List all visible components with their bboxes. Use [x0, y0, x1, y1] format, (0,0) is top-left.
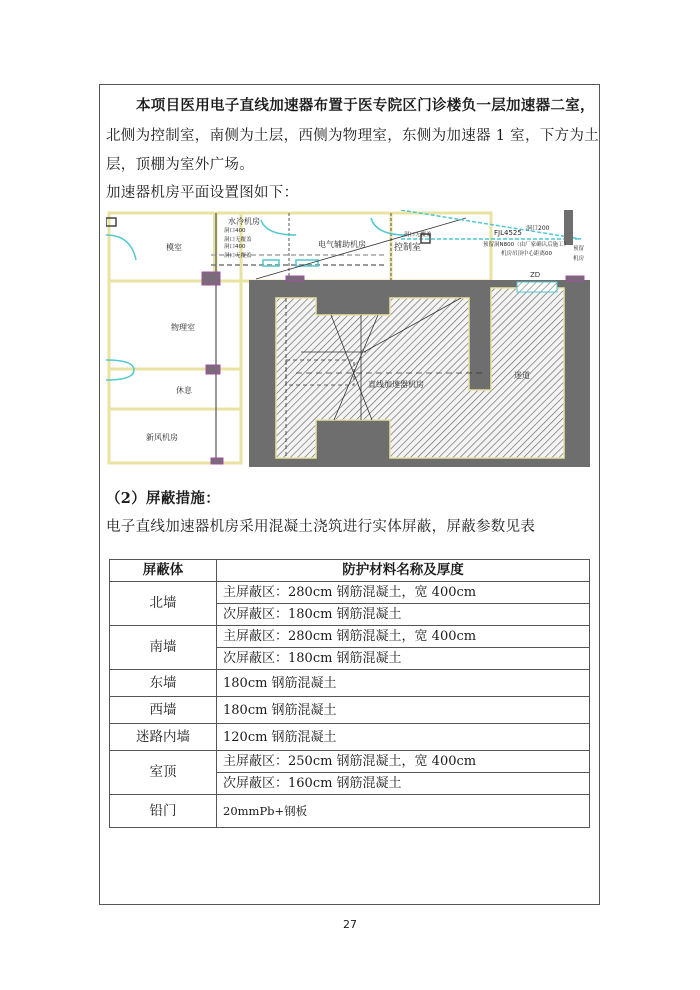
table-row: [110, 795, 590, 828]
row-spec: 120cm 钢筋混凝土: [217, 724, 590, 751]
row-spec: 次屏蔽区：160cm 钢筋混凝土: [217, 773, 590, 795]
label-right-note2: 机房: [573, 256, 585, 262]
row-spec: 次屏蔽区：180cm 钢筋混凝土: [217, 648, 590, 670]
row-name: 东墙: [110, 670, 217, 697]
label-fresh-air-room: 新风机房: [146, 433, 178, 442]
row-spec: 主屏蔽区：250cm 钢筋混凝土，宽 400cm: [217, 751, 590, 773]
table-row: [110, 724, 590, 751]
row-spec: 主屏蔽区：280cm 钢筋混凝土，宽 400cm: [217, 626, 590, 648]
section-body: 电子直线加速器机房采用混凝土浇筑进行实体屏蔽，屏蔽参数见表: [106, 519, 536, 535]
label-pipe1: 洞口400: [224, 228, 246, 234]
row-spec: 20mmPb+钢板: [217, 795, 590, 828]
label-pipe1-note: 洞口无覆盖: [224, 237, 252, 243]
label-pipe3-duplicate: 洞口无覆盖: [404, 232, 432, 238]
page-number: 27: [343, 918, 357, 931]
zd-label: ZD: [530, 271, 541, 279]
header-material: 防护材料名称及厚度: [217, 560, 590, 582]
label-rest-room: 休息: [176, 386, 192, 395]
label-electric-aux-room: 电气辅助机房: [318, 240, 366, 249]
label-maze: 迷道: [514, 371, 530, 380]
label-accelerator-room: 直线加速器机房: [368, 380, 424, 389]
row-spec: 180cm 钢筋混凝土: [217, 697, 590, 724]
label-water-cooling-room: 水冷机房: [228, 217, 260, 226]
table-row: [110, 751, 590, 773]
label-mold-room: 模室: [166, 243, 182, 252]
table-header-row: [110, 560, 590, 582]
row-spec: 主屏蔽区：280cm 钢筋混凝土，宽 400cm: [217, 582, 590, 604]
label-pipe2: 洞口400: [224, 244, 246, 250]
label-pipe3: 洞口200: [526, 225, 550, 232]
header-shield-body: 屏蔽体: [110, 560, 217, 582]
table-row: [110, 670, 590, 697]
table-row: [110, 626, 590, 648]
label-door-code: FJL4525: [494, 229, 522, 237]
label-control-room: 控制室: [394, 243, 422, 253]
row-name: 北墙: [110, 582, 217, 626]
row-name: 西墙: [110, 697, 217, 724]
table-row: [110, 582, 590, 604]
row-name: 铅门: [110, 795, 217, 828]
label-duct-note2: 机房吊顶中心距离00: [501, 251, 552, 257]
label-right-note: 预留: [573, 246, 585, 252]
table-row: [110, 697, 590, 724]
label-duct-note: 预留洞N800（由厂家确认后施工）: [483, 242, 570, 248]
figure-caption: 加速器机房平面设置图如下：: [106, 185, 299, 201]
shielding-table: [109, 559, 590, 828]
label-physics-room: 物理室: [171, 323, 195, 332]
row-spec: 次屏蔽区：180cm 钢筋混凝土: [217, 604, 590, 626]
row-name: 室顶: [110, 751, 217, 795]
section-heading: （2）屏蔽措施：: [106, 490, 220, 507]
intro-line-2: 北侧为控制室，南侧为土层，西侧为物理室，东侧为加速器 1 室，下方为土: [106, 128, 599, 144]
intro-line-1: 本项目医用电子直线加速器布置于医专院区门诊楼负一层加速器二室，: [136, 97, 595, 114]
label-pipe2-note: 洞口无覆盖: [224, 253, 252, 259]
row-spec: 180cm 钢筋混凝土: [217, 670, 590, 697]
intro-line-3: 层，顶棚为室外广场。: [106, 157, 254, 173]
floor-plan-figure: [106, 210, 590, 467]
row-name: 迷路内墙: [110, 724, 217, 751]
row-name: 南墙: [110, 626, 217, 670]
